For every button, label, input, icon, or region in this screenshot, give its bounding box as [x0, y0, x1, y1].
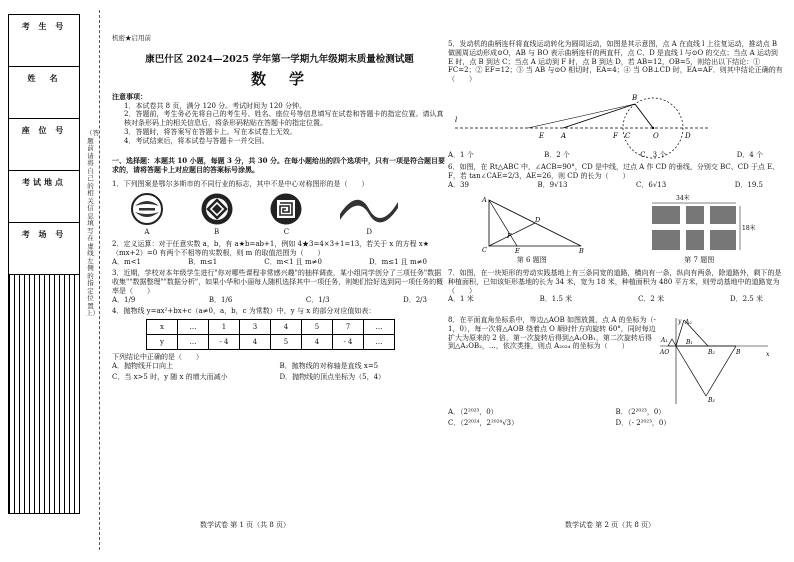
q5-options: [448, 151, 783, 160]
table-cell: y: [147, 335, 178, 350]
name-field[interactable]: 姓 名: [9, 67, 79, 119]
svg-text:B₁: B₁: [686, 339, 693, 346]
svg-text:A: A: [481, 195, 487, 204]
notice-heading: 注意事项：: [112, 91, 147, 101]
fig7-caption: 第 7 题图: [684, 256, 715, 265]
student-info-box: [8, 14, 80, 514]
exam-title: 康巴什区 2024—2025 学年第一学期九年级期末质量检测试题: [145, 54, 414, 66]
q6-q7-figures: [448, 194, 783, 266]
section1-intro: 一、选择题：本题共 10 小题，每题 3 分，共 30 分。在每小题给出的四个选项中，只有一项是符合题目要求的，请将答题卡上对应题目的答案标号涂黑。: [112, 156, 445, 174]
notice-item: 4．考试结束后，将本试卷与答题卡一并交回。: [124, 136, 269, 145]
q1-option-a[interactable]: [129, 192, 165, 238]
q3-option-c[interactable]: C．1/3: [305, 295, 330, 304]
q8-option-c[interactable]: C．（2²⁰²⁴，2²⁰²⁴√3）: [448, 418, 519, 427]
svg-text:x: x: [766, 351, 770, 358]
q7-option-a[interactable]: A．1 米: [448, 295, 474, 304]
table-cell: 4: [240, 335, 271, 350]
q4-option-c[interactable]: C．当 x>5 时，y 随 x 的增大而减小: [112, 372, 228, 381]
q2-option-a[interactable]: A．m<1: [112, 257, 142, 266]
table-cell: …: [364, 320, 395, 335]
q5-option-a[interactable]: A．1 个: [448, 150, 474, 159]
q5-option-c[interactable]: C．3 个: [640, 150, 667, 159]
page-1: [112, 34, 447, 381]
q1-stem: 1．下列图案是鄂尔多斯市的不同行业的标志，其中不是中心对称图形的是（ ）: [112, 179, 369, 188]
q5-stem: 5．发动机的曲柄连杆将直线运动转化为圆周运动，如图是其示意图，点 A 在直线 l 上往复运动，推动点 B 做圆周运动形成⊙O，AB 与 BO 表示曲柄连杆的两直杆，点 C、D 是直线 l 与⊙O 的交点；当点 A 运动到 E 时，点 B 到达 C；当点 A 运动到 F 时，点 B 到达 D，若 AB=12，OB=5，则给出以下结论：① FC=2；② EF=12；③ 当 AB 与⊙O 相切时，EA=4；④ 当 OB⊥CD 时，EA=AF．则其中结论正确的有（ ）: [448, 40, 783, 83]
q1-figures: [112, 192, 447, 238]
q2-option-c[interactable]: C．m<1 且 m≠0: [264, 257, 322, 266]
table-row: [147, 320, 395, 335]
q5-option-d[interactable]: D．4 个: [736, 150, 763, 159]
q3-options: [112, 296, 447, 305]
fig7-height-label: 18米: [742, 224, 756, 232]
table-cell: 1: [209, 320, 240, 335]
q1-label: D: [366, 228, 372, 237]
q1-label: C: [283, 228, 290, 237]
table-cell: 4: [302, 335, 333, 350]
subject-title: 数 学: [250, 70, 308, 88]
exam-room-field[interactable]: 考 场 号: [9, 223, 79, 275]
q8-option-b[interactable]: B．（2²⁰²³，0）: [615, 408, 666, 416]
q5-figure: [453, 84, 713, 148]
svg-text:A₂: A₂: [685, 319, 692, 326]
q4-option-b[interactable]: B．抛物线的对称轴是直线 x=5: [279, 361, 379, 370]
logo-b-icon: [199, 192, 235, 226]
svg-text:A₁: A₁: [661, 337, 668, 344]
page-footer-left: 数学试卷 第 1 页（共 8 页）: [200, 521, 291, 529]
q6-option-a[interactable]: A．39: [448, 180, 469, 189]
q6-option-c[interactable]: C．6√13: [636, 180, 667, 189]
q2-stem: 2．定义运算：对于任意实数 a，b，有 a★b=ab+1，例如 4★3=4×3+1=13，若关于 x 的方程 x★（mx+2）=0 有两个不相等的实数根，则 m 的取值范围为（ ）: [112, 240, 430, 257]
fig6: [477, 194, 587, 266]
q8-option-a[interactable]: A．（2²⁰²³，0）: [448, 408, 498, 416]
exam-number-field[interactable]: 考 生 号: [9, 15, 79, 67]
side-note: （答题前请将自己的相关信息填写在虚线左侧的指定位置上）: [86, 129, 99, 317]
svg-text:B₃: B₃: [708, 397, 715, 404]
svg-text:F: F: [506, 231, 512, 240]
q1-label: B: [214, 228, 220, 237]
q2-option-d[interactable]: D．m≤1 且 m≠0: [369, 257, 427, 266]
fig7-width-label: 34米: [676, 194, 690, 202]
cut-line: [99, 10, 100, 550]
table-cell: 3: [240, 320, 271, 335]
q7-option-d[interactable]: D．2.5 米: [730, 295, 763, 304]
q8-stem: 8．在平面直角坐标系中，等边△AOB 如图放置，点 A 的坐标为（- 1，0），每一次将△AOB 绕着点 O 顺时针方向旋转 60°，同时每边扩大为原来的 2 倍，第一次旋转后得到△A₁OB₁，第二次旋转后得到△A₂OB₂，…，依次类推，则点 A₂₀₂₄ 的坐标为（ ）: [448, 316, 656, 351]
notice-item: 1．本试卷共 8 页，满分 120 分。考试时间为 120 分钟。: [124, 101, 306, 110]
svg-text:D: D: [534, 215, 540, 224]
q2-option-b[interactable]: B．m≤1: [188, 257, 218, 266]
q4-options: [112, 362, 447, 382]
notice-list: [112, 102, 447, 146]
q3-stem: 3．近期，学校对本年级学生进行"你对哪些课程非常感兴趣"的抽样调查，某小组同学创分了三项任务"数据收集""数据整理""数据分析"，如果小华和小丽每人随机选择其中一项任务，则她们恰好选到同一项任务的概率是（ ）: [112, 269, 444, 295]
svg-text:C: C: [481, 245, 487, 254]
q3-option-a[interactable]: A．1/9: [112, 295, 136, 304]
q6-stem: 6．如图，在 Rt△ABC 中，∠ACB=90°，CD 是中线，过点 A 作 CD 的垂线，分别交 BC、CD 于点 E、F，若 tan∠CAE=2/3，AE=26，则 CD 的长为（ ）: [448, 163, 780, 180]
svg-text:AO: AO: [660, 349, 670, 356]
q4-sub: 下列结论中正确的是（ ）: [112, 353, 203, 361]
q8-figure: [658, 316, 773, 406]
notice-item: 2．答题前，考生务必先将自己的考生号、姓名、座位号等信息填写在试卷和答题卡的指定位置。请认真核对条形码上的相关信息后，将条形码粘贴在答题卡的指定位置。: [124, 110, 444, 127]
q6-option-b[interactable]: B．9√13: [537, 180, 568, 189]
q1-option-c[interactable]: [268, 192, 304, 238]
svg-text:B₂: B₂: [708, 349, 715, 356]
table-row: [147, 335, 395, 350]
fig6-triangle: [477, 194, 587, 254]
table-cell: - 4: [333, 335, 364, 350]
q4-table: [146, 319, 395, 350]
q2-options: [112, 258, 447, 267]
svg-text:l: l: [455, 115, 458, 124]
secret-mark: 机密★启用前: [112, 34, 151, 42]
q1-option-d[interactable]: [338, 192, 400, 238]
q6-options: [448, 181, 783, 190]
seat-number-field[interactable]: 座 位 号: [9, 119, 79, 171]
q7-option-b[interactable]: B．1.5 米: [539, 295, 573, 304]
svg-text:B: B: [578, 246, 584, 255]
svg-text:O: O: [653, 131, 659, 140]
q6-option-d[interactable]: D．19.5: [734, 180, 763, 189]
table-cell: …: [178, 320, 209, 335]
page-footer-right: 数学试卷 第 2 页（共 8 页）: [565, 521, 656, 529]
q4-option-d[interactable]: D．抛物线的顶点坐标为（5，4）: [279, 372, 386, 381]
svg-text:E: E: [539, 131, 545, 140]
q4-option-a[interactable]: A．抛物线开口向上: [112, 361, 174, 370]
q4-stem: 4．抛物线 y=ax²+bx+c（a≠0，a，b，c 为常数）中，y 与 x 的部分对应值如表：: [112, 307, 376, 316]
barcode-area: [9, 275, 79, 513]
table-cell: 4: [271, 320, 302, 335]
table-cell: - 4: [209, 335, 240, 350]
table-cell: …: [178, 335, 209, 350]
logo-a-icon: [129, 192, 165, 226]
svg-text:E: E: [514, 246, 520, 255]
q3-option-b[interactable]: B．1/6: [208, 295, 233, 304]
svg-text:F: F: [613, 131, 618, 140]
q1-option-b[interactable]: [199, 192, 235, 238]
notice-item: 3．答题时，将答案写在答题卡上。写在本试卷上无效。: [124, 127, 297, 136]
q8-block: [448, 316, 783, 406]
q8-options: [448, 408, 783, 428]
q1-label: A: [144, 228, 150, 237]
fig7: [644, 194, 754, 266]
table-cell: x: [147, 320, 178, 335]
svg-text:y: y: [678, 318, 682, 325]
q8-option-d[interactable]: D．（- 2²⁰²³，0）: [615, 418, 671, 427]
logo-c-icon: [268, 192, 304, 226]
svg-text:C: C: [625, 131, 631, 140]
q7-options: [448, 295, 783, 304]
fig7-field: [644, 194, 754, 254]
page-2: [448, 40, 783, 428]
q3-option-d[interactable]: D．2/3: [403, 295, 427, 304]
table-cell: 5: [302, 320, 333, 335]
logo-d-icon: [338, 192, 400, 226]
table-cell: 5: [271, 335, 302, 350]
table-cell: …: [364, 335, 395, 350]
q5-option-b[interactable]: B．2 个: [544, 150, 570, 159]
q7-stem: 7．如图，在一块矩形的劳动实践基地上有三条同宽的道路，横向有一条，纵向有两条，除道路外，剩下的是种植面积，已知该矩形基地的长为 34 米，宽为 18 米，种植面积为 480 平方米，则劳动基地中的道路宽为（ ）: [448, 269, 782, 295]
fig6-caption: 第 6 题图: [516, 256, 547, 265]
svg-text:D: D: [685, 131, 691, 140]
svg-text:B: B: [736, 349, 741, 356]
exam-location-field[interactable]: 考试地点: [9, 171, 79, 223]
q7-option-c[interactable]: C．2 米: [638, 295, 665, 304]
table-cell: 7: [333, 320, 364, 335]
svg-text:B: B: [632, 93, 638, 102]
svg-text:A: A: [561, 131, 567, 140]
